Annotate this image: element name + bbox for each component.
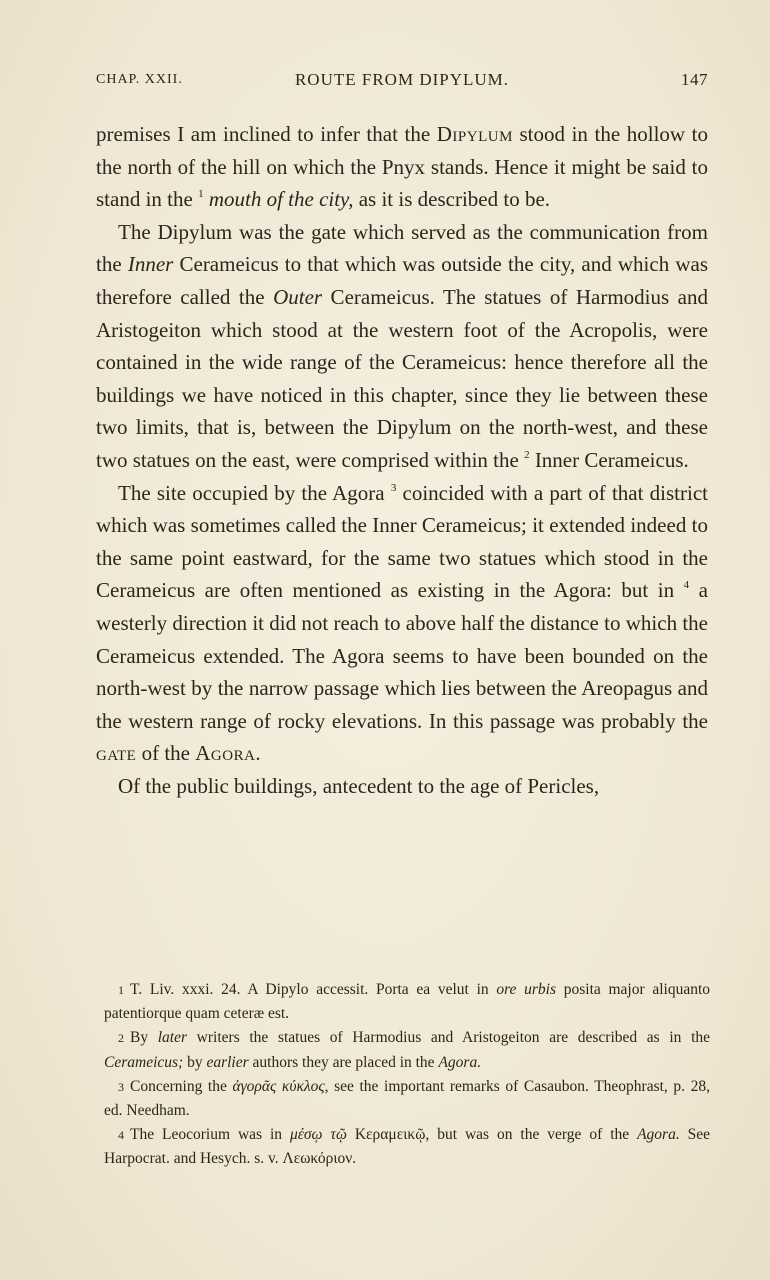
- text-run: authors they are placed in the: [248, 1053, 439, 1071]
- text-run: premises I am inclined to infer that the: [96, 122, 437, 146]
- small-caps-run: Dipylum: [436, 122, 513, 146]
- text-run: The Dipylum was the gate which served as the communication from the: [96, 219, 708, 277]
- small-caps-run: gate: [96, 741, 137, 766]
- text-run: Concerning the: [130, 1077, 233, 1095]
- main-text: [96, 118, 708, 802]
- paragraph-1: [96, 118, 708, 216]
- footnote-ref: 2: [524, 448, 530, 461]
- text-run: Cerameicus to that which was outside the city, and which was therefore called the: [96, 252, 709, 309]
- italic-run: Cerameicus;: [104, 1053, 184, 1071]
- text-run: Inner Cerameicus.: [529, 447, 689, 472]
- text-run: The site occupied by the Agora: [118, 480, 391, 505]
- text-run: of the: [136, 741, 196, 766]
- running-header: [96, 70, 708, 96]
- text-run: .: [255, 741, 261, 766]
- text-run: as it is described to be.: [353, 187, 551, 212]
- footnote-ref: 3: [390, 481, 397, 494]
- footnote-2: [104, 1026, 710, 1074]
- page-number: 147: [681, 70, 708, 89]
- text-run: Κεραμεικῷ, but was on the verge of the: [346, 1126, 638, 1144]
- text-run: The Leocorium was in: [130, 1126, 290, 1144]
- text-run: stood in the hollow to the north of the hill on which the Pnyx stands. Hence it might be said to stand in the: [96, 122, 708, 212]
- text-run: By: [130, 1029, 158, 1047]
- text-run: See Harpocrat. and Hesych. s. v. Λεωκόριον.: [104, 1126, 710, 1168]
- footnote-1: [104, 978, 710, 1026]
- footnote-number: 4: [118, 1128, 124, 1143]
- italic-run: earlier: [206, 1053, 249, 1071]
- running-title: ROUTE FROM DIPYLUM.: [294, 70, 510, 89]
- text-run: by: [183, 1053, 207, 1071]
- italic-run: ore urbis: [496, 981, 557, 998]
- italic-run: Agora.: [438, 1053, 482, 1071]
- footnote-4: [104, 1123, 710, 1171]
- chapter-label: CHAP. XXII.: [96, 72, 183, 87]
- footnotes: [104, 978, 710, 1172]
- footnote-ref: 4: [683, 579, 690, 592]
- text-run: writers the statues of Harmodius and Aristogeiton are described as in the: [187, 1029, 711, 1047]
- text-run: a westerly direction it did not reach to above half the distance to which the Cerameicus extended. The Agora seems to have been bounded on the north-west by the narrow passage which lies between the Areopagus and the western range of rocky elevations. In this passage was probably the: [96, 578, 709, 733]
- italic-run: later: [157, 1029, 188, 1047]
- paragraph-3: [96, 477, 708, 770]
- italic-run: Inner: [127, 252, 174, 277]
- italic-run: Outer: [273, 284, 323, 309]
- italic-run: μέσῳ τῷ: [290, 1126, 347, 1144]
- footnote-number: 3: [118, 1079, 124, 1094]
- text-run: Cerameicus. The statues of Harmodius and Aristogeiton which stood at the western foot of the Acropolis, were contained in the wide range of the Cerameicus: hence therefore all the buildings we have noticed in this chapter, since they lie between these two limits, that is, between the Dipylum on the north-west, and these two statues on the east, were comprised within the: [96, 284, 708, 472]
- text-run: coincided with a part of that district which was sometimes called the Inner Cerameicus; it extended indeed to the same point eastward, for the same two statues which stood in the Cerameicus are often mentioned as existing in the Agora: but in: [96, 480, 708, 603]
- italic-run: mouth of the city,: [208, 187, 354, 212]
- small-caps-run: Agora: [195, 741, 256, 766]
- footnote-ref: 1: [198, 188, 204, 201]
- paragraph-4: [96, 770, 708, 803]
- footnote-3: [104, 1075, 710, 1123]
- text-run: T. Liv. xxxi. 24. A Dipylo accessit. Porta ea velut in: [130, 981, 497, 998]
- paragraph-2: [96, 216, 708, 477]
- italic-run: Agora.: [637, 1126, 680, 1144]
- text-run: see the important remarks of Casaubon. Theophrast, p. 28, ed. Needham.: [104, 1077, 710, 1120]
- text-run: Of the public buildings, antecedent to the age of Pericles,: [118, 773, 600, 798]
- italic-run: ἀγορᾶς κύκλος,: [232, 1077, 329, 1095]
- footnote-number: 1: [118, 983, 124, 997]
- footnote-number: 2: [118, 1031, 124, 1046]
- text-run: posita major aliquanto patentiorque quam ceteræ est.: [104, 981, 711, 1023]
